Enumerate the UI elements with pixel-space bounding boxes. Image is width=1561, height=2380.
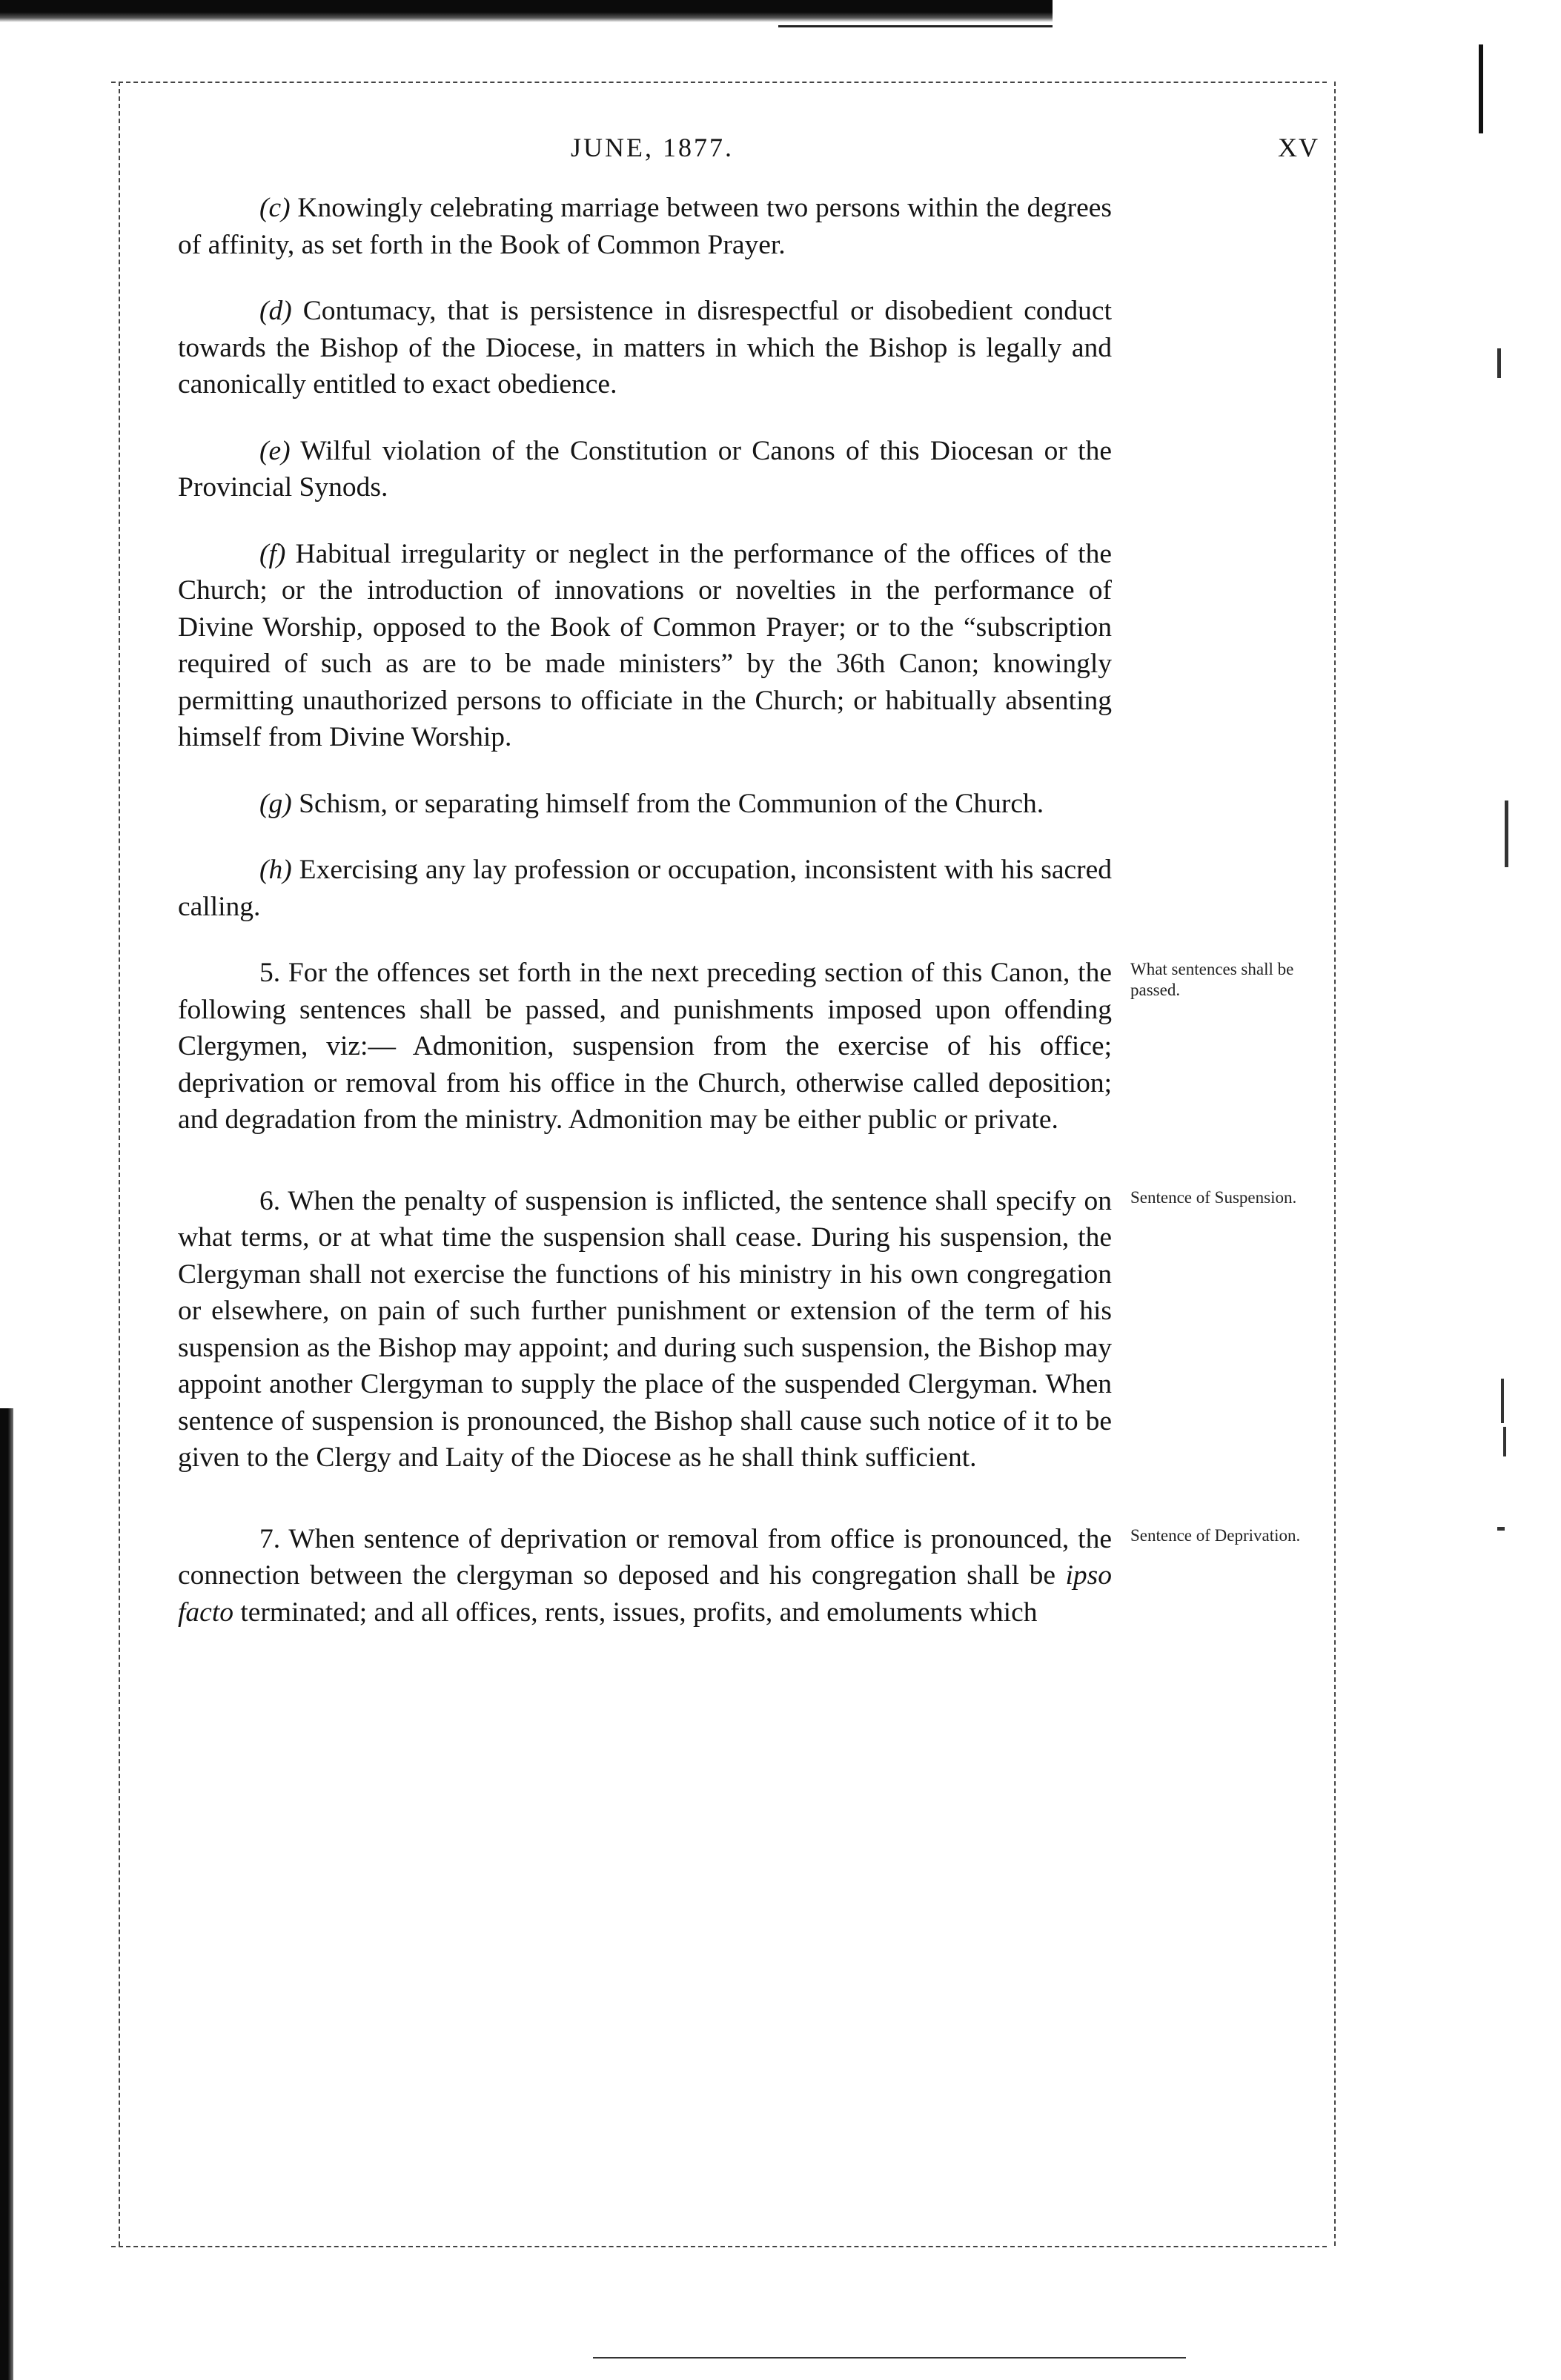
scan-top-bar xyxy=(0,0,1053,22)
page-border-bottom xyxy=(111,2246,1327,2247)
scan-bottom-line xyxy=(593,2357,1186,2359)
paragraph-text: Habitual irregularity or neglect in the performance of the offices of the Church; or the introduction of innovations or novelties in the performance of Divine Worship, opposed to the Book of Common Prayer; or to the “subscription required of such as are to be made ministers” by the 36th Canon; knowingly permitting unauthorized persons to officiate in the Church; or habitually absenting himself from Divine Worship. xyxy=(178,538,1112,752)
scan-speck xyxy=(1501,1379,1504,1423)
paragraph-text: Knowingly celebrating marriage between two persons within the degrees of affinity, as set forth in the Book of Common Prayer. xyxy=(178,193,1112,260)
paragraph-f xyxy=(178,536,1112,756)
page-border-left xyxy=(119,82,120,2246)
margin-note-what-sentences: What sentences shall be passed. xyxy=(1130,960,1294,999)
item-marker: (f) xyxy=(259,538,286,569)
margin-note-deprivation: Sentence of Deprivation. xyxy=(1130,1525,1301,1545)
paragraph-h xyxy=(178,852,1112,925)
latin-phrase: ipso facto xyxy=(178,1560,1112,1628)
paragraph-g xyxy=(178,786,1112,823)
section-7-text: 7. When sentence of deprivation or removal from office is pronounced, the connection between the clergyman so deposed and his congregation shall be xyxy=(178,1523,1112,1591)
section-7 xyxy=(178,1521,1112,1631)
section-5: 5. For the offences set forth in the next preceding section of this Canon, the following sentences shall be passed, and punishments imposed upon offending Clergymen, viz:— Admonition, suspension from the exercise of his office; deprivation or removal from his office in the Church, otherwise called deposition; and degradation from the ministry. Admonition may be either public or private. xyxy=(178,958,1112,1135)
scan-top-line xyxy=(778,25,1053,27)
section-6: 6. When the penalty of suspension is inflicted, the sentence shall specify on what terms, or at what time the suspension shall cease. During his suspension, the Clergyman shall not exercise the functions of his ministry in his own congregation or elsewhere, on pain of such further punishment or extension of the term of his suspension as the Bishop may appoint; and during such suspension, the Bishop may appoint another Clergyman to supply the place of the suspended Clergyman. When sentence of suspension is pronounced, the Bishop shall cause such notice of it to be given to the Clergy and Laity of the Diocese as he shall think sufficient. xyxy=(178,1185,1112,1473)
scan-speck xyxy=(1497,1527,1505,1531)
scan-left-bar xyxy=(0,1408,13,2380)
main-text-column xyxy=(178,190,1112,1631)
paragraph-d xyxy=(178,293,1112,403)
scan-speck xyxy=(1497,348,1501,378)
scan-speck xyxy=(1503,1427,1506,1456)
running-header xyxy=(178,132,1319,176)
scan-right-edge xyxy=(1479,44,1483,133)
item-marker: (c) xyxy=(259,193,291,223)
paragraph-text: Wilful violation of the Constitution or Canons of this Diocesan or the Provincial Synods. xyxy=(178,435,1112,503)
paragraph-text: Schism, or separating himself from the Communion of the Church. xyxy=(291,788,1044,819)
paragraph-e xyxy=(178,433,1112,506)
header-title: JUNE, 1877. xyxy=(571,133,734,162)
item-marker: (h) xyxy=(259,855,292,885)
paragraph-text: Contumacy, that is persistence in disrespectful or disobedient conduct towards the Bishop of the Diocese, in matters in which the Bishop is legally and canonically entitled to exact obedience. xyxy=(178,296,1112,400)
page-border-top xyxy=(111,82,1327,83)
item-marker: (d) xyxy=(259,296,292,326)
paragraph-text: Exercising any lay profession or occupation, inconsistent with his sacred calling. xyxy=(178,855,1112,922)
scan-speck xyxy=(1505,800,1508,867)
margin-note-suspension: Sentence of Suspension. xyxy=(1130,1187,1297,1207)
item-marker: (g) xyxy=(259,788,292,819)
section-7-text-end: terminated; and all offices, rents, issues, profits, and emoluments which xyxy=(233,1597,1038,1628)
page-border-right xyxy=(1334,82,1336,2246)
item-marker: (e) xyxy=(259,435,291,466)
paragraph-c xyxy=(178,190,1112,263)
page-number: XV xyxy=(1278,133,1319,162)
